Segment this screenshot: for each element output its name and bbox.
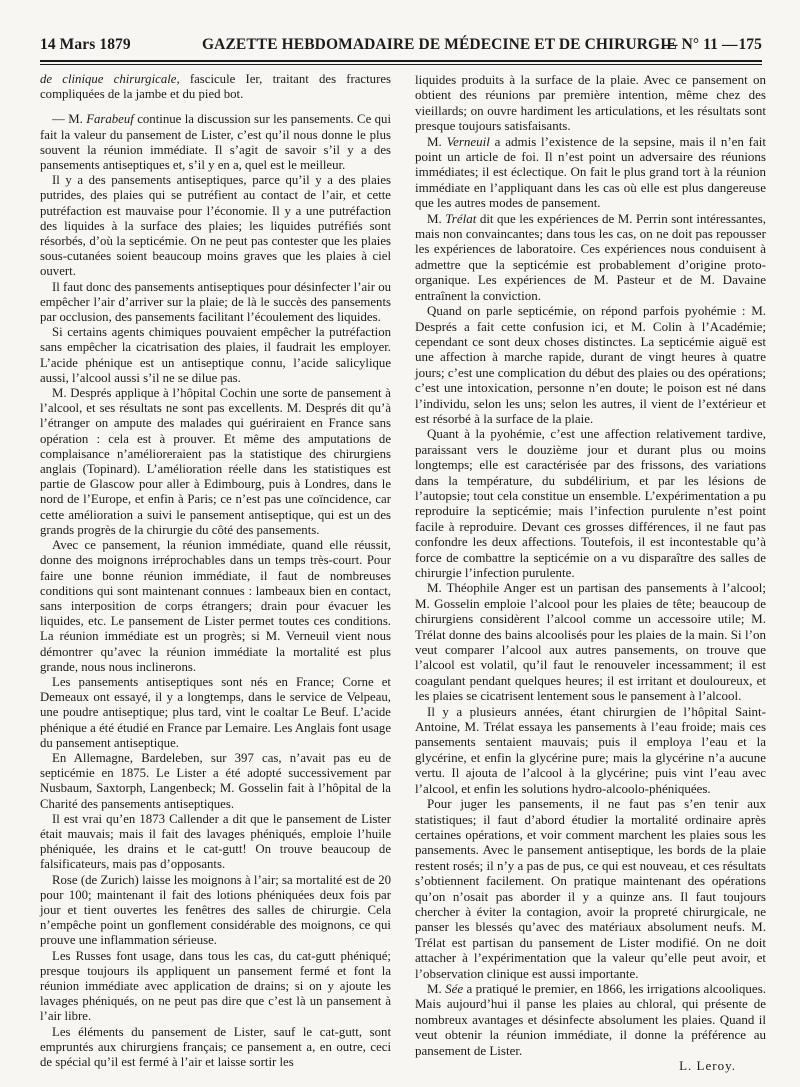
header-issue-number: — N° 11 — xyxy=(662,36,738,53)
speaker-name: Farabeuf xyxy=(86,112,134,127)
paragraph: En Allemagne, Bardeleben, sur 397 cas, n’avait pas eu de septicémie en 1875. Le Lister a été adopté successivement par Nusbaum, Saxtorph, Langenbeck; M. Gosselin fait à l’hôpital de la Charité des pansements antiseptiques. xyxy=(40,750,391,811)
paragraph: Il y a des pansements antiseptiques, parce qu’il y a des plaies putrides, des plaies qui se putréfient au contact de l’air, et cette putréfaction est mauvaise pour l’économie. Il y a une putréfaction des liquides à la surface des plaies; les liquides putréfiés sont résorbés, d’où la septicémie. On ne peut pas contester que les plaies sous-cutanées soient beaucoup moins graves que les plaies à ciel ouvert. xyxy=(40,173,391,279)
running-header xyxy=(40,36,762,58)
paragraph-text: a admis l’existence de la sepsine, mais il n’en fait point un article de foi. Il n’est point un adversaire des réunions immédiates; il est éclectique. On fait le plus grand tort à la réunion immédiate en l’appliquant dans les cas où elle est plus dangereuse que les autres modes de pansement. xyxy=(415,133,767,211)
paragraph: Quant à la pyohémie, c’est une affection relativement tardive, paraissant vers le douzième jour et durant plus ou moins longtemps; elle est caractérisée par des frissons, des variations dans la température, du subdélirium, et par les lésions de l’autopsie; tout cela constitue un ensemble. L’expérimentation a pu reproduire la septicémie; mais l’infection purulente n’est point facile à reproduire. Devant ces grosses différences, il ne faut pas confondre les deux affections. Toutefois, il est incontestable qu’à force de combattre la septicémie on a vu disparaître des salles de chirurgie l’infection purulente. xyxy=(415,426,766,580)
paragraph: M. Després applique à l’hôpital Cochin une sorte de pansement à l’alcool, et ses résultats ne sont pas excellents. M. Després dit qu’à l’étranger on ampute des malades qui guériraient en France sans opération : cela est à prouver. Et même des amputations de complaisance n’amélioreraient pas la statistique des chirurgiens anglais (Topinard). L’amélioration réelle dans les statistiques est partie de Glascow pour aller à Edimbourg, puis à Londres, dans le nord de l’Europe, et enfin à Paris; ce n’est pas une coïncidence, car cette amélioration a suivi le pansement antiseptique, qui est un des grands progrès de la chirurgie du côté des pansements. xyxy=(40,386,391,537)
paragraph: M. Théophile Anger est un partisan des pansements à l’alcool; M. Gosselin emploie l’alcool pour les plaies de tête; beaucoup de chirurgiens considèrent l’alcool comme un accessoire utile; M. Trélat donne des bains alcoolisés pour les plaies de la main. Si l’on veut comparer l’alcool aux autres pansements, on trouve que l’alcool est volatil, qu’il faut le renouveler incessamment; il est coagulant pendant quelques heures; il est irritant et douloureux, et les plaies se cicatrisent lentement sous le pansement à l’alcool. xyxy=(415,580,766,704)
header-journal-title: GAZETTE HEBDOMADAIRE DE MÉDECINE ET DE CHIRURGIE xyxy=(202,36,677,53)
paragraph xyxy=(415,981,766,1058)
paragraph: Pour juger les pansements, il ne faut pas s’en tenir aux statistiques; il faut d’abord étudier la mortalité ordinaire après certaines opérations, et voir comment marchent les plaies sous les pansements. Avec le pansement antiseptique, les bords de la plaie restent rosés; il n’y a pas de pus, ce qui est nouveau, et ces résultats s’obtiennent facilement. On pratique maintenant des opérations qu’on n’osait pas aborder il y a quinze ans. Il faut toujours chercher à éviter la contagion, avoir la propreté chirurgicale, ne panser les blessés qu’avec des matériaux absolument neufs. M. Trélat est partisan du pansement de Lister modifié. On ne doit attacher à l’expérimentation que la valeur qu’elle peut avoir, et l’observation clinique est aussi importante. xyxy=(415,796,766,981)
paragraph xyxy=(415,134,766,211)
paragraph-text: a pratiqué le premier, en 1866, les irrigations alcooliques. Mais aujourd’hui il panse les plaies au chloral, qui présente de nombreux avantages et désinfecte absolument les plaies. Quand il veut obtenir la réunion immédiate, il donne la préférence au pansement de Lister. xyxy=(415,980,767,1058)
header-rule-thick xyxy=(40,60,762,62)
speaker-name: Verneuil xyxy=(446,133,490,149)
paragraph: Quand on parle septicémie, on répond parfois pyohémie : M. Després a fait cette confusion ici, et M. Colin à l’Académie; cependant ce sont deux choses distinctes. La septicémie aiguë est une affection à marche rapide, durant de vingt heures à quatre jours; c’est une complication du début des plaies ou des opérations; c’est une intoxication, personne n’en doute; le poison est né dans l’individu, selon les uns; selon les autres, il vient de l’extérieur et est résorbé à la surface de la plaie. xyxy=(415,303,766,426)
paragraph: Rose (de Zurich) laisse les moignons à l’air; sa mortalité est de 20 pour 100; maintenant il fait des lotions phéniquées deux fois par jour et tient ouvertes les fenêtres des salles de chirurgie. Cela n’empêche point un gonflement considérable des moignons, ce qui prouve une inflammation sérieuse. xyxy=(40,872,391,948)
paragraph-text: M. xyxy=(427,210,446,226)
italic-title: de clinique chirurgicale, xyxy=(40,72,180,86)
header-page-number: 175 xyxy=(738,36,762,53)
paragraph xyxy=(40,72,391,102)
paragraph-text: dit que les expériences de M. Perrin sont intéressantes, mais non convaincantes; dans tous les cas, on ne doit pas repousser les expériences de laboratoire. Ces expériences nous conduisent à admettre que la septicémie est probablement d’origine proto-organique. Les expériences de M. Pasteur et de M. Davaine entraînent la conviction. xyxy=(415,210,766,303)
paragraph: Avec ce pansement, la réunion immédiate, quand elle réussit, donne des moignons irréprochables dans un temps très-court. Pour faire une bonne réunion immédiate, il faut de nombreuses conditions qui sont maintenant connues : lambeaux bien en contact, sans interposition de corps étrangers; drain pour évacuer les liquides, etc. Le pansement de Lister permet toutes ces conditions. La réunion immédiate est un progrès; si M. Verneuil vient nous démontrer qu’avec la réunion immédiate la mortalité est plus grande, nous nous inclinerons. xyxy=(40,538,391,674)
paragraph xyxy=(40,112,391,173)
speaker-name: Trélat xyxy=(445,210,477,226)
paragraph: Il y a plusieurs années, étant chirurgien de l’hôpital Saint-Antoine, M. Trélat essaya les pansements à l’eau froide; mais ces pansements sentaient mauvais; puis il employa l’eau et la glycérine, et enfin la glycérine pure; mais la glycérine n’a aucune vertu. Il ajouta de l’alcool à la glycérine; puis vint l’eau avec l’alcool, et enfin les solutions hydro-alcoolo-phéniquées. xyxy=(415,703,766,796)
paragraph xyxy=(415,211,766,303)
paragraph-text: M. xyxy=(427,980,446,996)
paragraph: Les pansements antiseptiques sont nés en France; Corne et Demeaux ont essayé, il y a longtemps, dans le service de Velpeau, une poudre antiseptique; plus tard, vint le coaltar Le Beuf. L’acide phénique a été étudié en France par Lemaire. Les Anglais font usage du pansement antiseptique. xyxy=(40,674,391,750)
paragraph-text: — M. xyxy=(52,112,87,127)
speaker-name: Sée xyxy=(445,980,464,996)
paragraph: Les éléments du pansement de Lister, sauf le cat-gutt, sont empruntés aux chirurgiens français; ce pansement a, en outre, ceci de spécial qu’il est fermé à l’air et laisse sortir les xyxy=(40,1024,391,1069)
paragraph: Si certains agents chimiques pouvaient empêcher la putréfaction sans empêcher la cicatrisation des plaies, il faudrait les employer. L’acide phénique est un antiseptique connu, l’acide salicylique aussi, l’alcool aussi s’il ne se dilue pas. xyxy=(40,325,391,385)
left-column xyxy=(40,72,391,1070)
paragraph-text: continue la discussion sur les pansements. Ce qui fait la valeur du pansement de Lister, c’est qu’il nous donne le plus souvent la réunion immédiate. Il s’agit de savoir s’il y a des pansements antiseptiques et, s’il y en a, quel est le meilleur. xyxy=(40,112,391,173)
paragraph-text: fascicule Ier, traitant des fractures compliquées de la jambe et du pied bot. xyxy=(40,72,391,102)
header-date: 14 Mars 1879 xyxy=(40,36,131,53)
header-rule-thin xyxy=(40,64,762,65)
right-column xyxy=(415,72,766,1073)
paragraph: Il est vrai qu’en 1873 Callender a dit que le pansement de Lister était mauvais; mais il fait des lavages phéniqués, emploie l’huile phéniquée, les drains et le cat-gutt! On trouve beaucoup de falsificateurs, mais pas d’opposants. xyxy=(40,811,391,872)
paragraph: liquides produits à la surface de la plaie. Avec ce pansement on obtient des réunions par première intention, même chez des vieillards; on ouvre hardiment les articulations, et les résultats sont presque toujours satisfaisants. xyxy=(415,72,766,134)
author-signature: L. Leroy. xyxy=(679,1058,736,1073)
paragraph-text: M. xyxy=(427,133,447,149)
paragraph: Il faut donc des pansements antiseptiques pour désinfecter l’air ou empêcher l’air d’arriver sur la plaie; de là le succès des pansements par occlusion, des pansements facilitant l’écoulement des liquides. xyxy=(40,279,391,325)
paragraph: Les Russes font usage, dans tous les cas, du cat-gutt phéniqué; presque toujours ils appliquent un pansement fermé et font la réunion immédiate avec application de drains; si on y ajoute les lavages phéniqués, on ne peut pas dire que c’est là un pansement à l’air libre. xyxy=(40,948,391,1024)
